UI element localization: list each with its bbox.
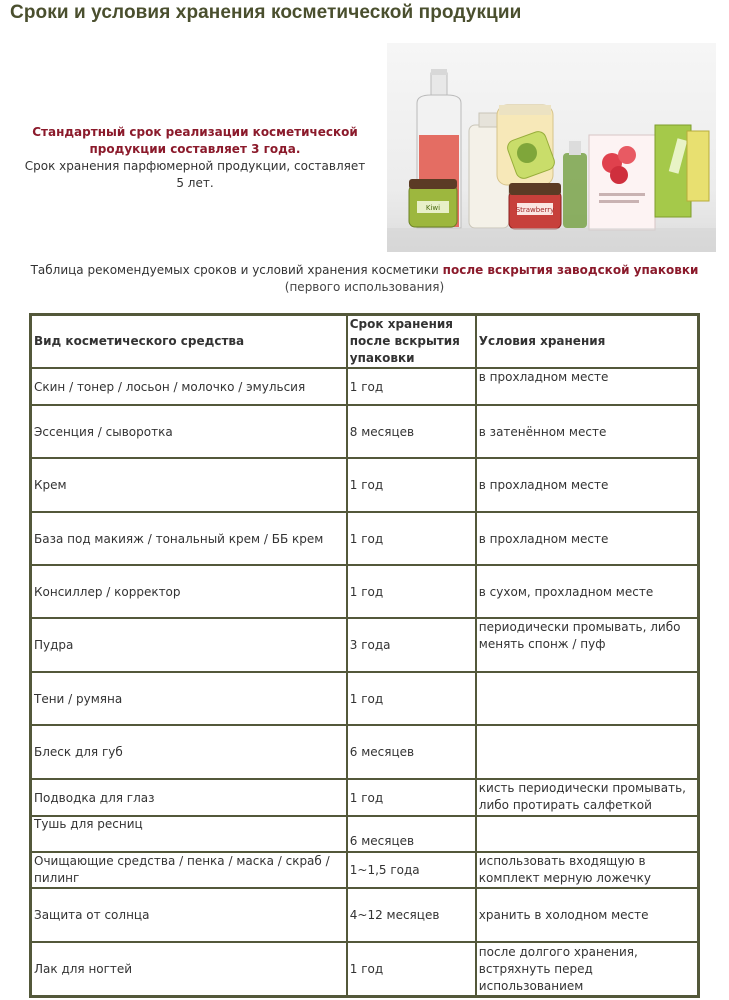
cell-term: 6 месяцев	[347, 816, 476, 852]
kiwi-jar-icon	[409, 179, 457, 227]
strawberry-jar-label: Strawberry	[515, 206, 555, 214]
strawberry-jar-icon	[509, 183, 561, 229]
table-caption	[0, 262, 729, 296]
cell-term: 1 год	[347, 942, 476, 996]
page-title: Сроки и условия хранения косметической продукции	[10, 2, 522, 23]
cell-product: Лак для ногтей	[31, 942, 347, 996]
cell-condition	[476, 672, 698, 725]
cell-term: 8 месяцев	[347, 405, 476, 458]
cell-term: 1 год	[347, 458, 476, 512]
standard-term-line-2: продукции составляет 3 года.	[89, 142, 301, 156]
cell-product: Тушь для ресниц	[31, 816, 347, 852]
table-row	[31, 672, 698, 725]
table-row	[31, 942, 698, 996]
table-row	[31, 779, 698, 816]
cell-term: 1~1,5 года	[347, 852, 476, 888]
mask-pack-green-icon	[655, 125, 709, 217]
cell-product: Крем	[31, 458, 347, 512]
cell-condition: в затенённом месте	[476, 405, 698, 458]
cell-condition: в сухом, прохладном месте	[476, 565, 698, 618]
green-bottle-icon	[563, 141, 587, 228]
cell-condition: использовать входящую в комплект мерную ложечку	[476, 852, 698, 888]
header-term: Срок хранения после вскрытия упаковки	[347, 315, 476, 368]
table-caption-line	[0, 262, 729, 279]
cell-product: Защита от солнца	[31, 888, 347, 942]
table-row	[31, 458, 698, 512]
mask-pack-icon	[589, 135, 655, 230]
cell-product: Консиллер / корректор	[31, 565, 347, 618]
cell-product: Блеск для губ	[31, 725, 347, 779]
kiwi-jar-label: Kiwi	[425, 204, 441, 212]
perfume-term-line-1: Срок хранения парфюмерной продукции, составляет	[24, 159, 366, 173]
cell-product: Эссенция / сыворотка	[31, 405, 347, 458]
cell-product: Очищающие средства / пенка / маска / скраб / пилинг	[31, 852, 347, 888]
table-row	[31, 816, 698, 852]
cell-product: Пудра	[31, 618, 347, 672]
table-row	[31, 565, 698, 618]
table-caption-note: (первого использования)	[284, 280, 445, 294]
standard-term-line-1: Стандартный срок реализации косметической	[32, 125, 358, 139]
table-row	[31, 405, 698, 458]
cell-condition: периодически промывать, либо менять спонж / пуф	[476, 618, 698, 672]
table-header-row	[31, 315, 698, 368]
cell-condition: хранить в холодном месте	[476, 888, 698, 942]
table-caption-highlight: после вскрытия заводской упаковки	[442, 263, 699, 277]
cell-condition: в прохладном месте	[476, 512, 698, 565]
storage-table	[29, 313, 700, 998]
cell-condition: в прохладном месте	[476, 368, 698, 405]
cell-condition	[476, 816, 698, 852]
cell-condition: после долгого хранения, встряхнуть перед использованием	[476, 942, 698, 996]
header-condition: Условия хранения	[476, 315, 698, 368]
table-row	[31, 512, 698, 565]
cell-term: 6 месяцев	[347, 725, 476, 779]
intro-block	[10, 124, 380, 192]
table-row	[31, 725, 698, 779]
cell-condition	[476, 725, 698, 779]
cell-term: 3 года	[347, 618, 476, 672]
header-product: Вид косметического средства	[31, 315, 347, 368]
cell-product: Подводка для глаз	[31, 779, 347, 816]
table-row	[31, 852, 698, 888]
table-row	[31, 368, 698, 405]
table-row	[31, 888, 698, 942]
cell-product: База под макияж / тональный крем / ББ крем	[31, 512, 347, 565]
cosmetics-illustration	[387, 43, 716, 252]
cell-product: Скин / тонер / лосьон / молочко / эмульсия	[31, 368, 347, 405]
perfume-term-line-2: 5 лет.	[176, 176, 214, 190]
cell-term: 1 год	[347, 565, 476, 618]
cell-term: 1 год	[347, 512, 476, 565]
table-row	[31, 618, 698, 672]
cell-term: 1 год	[347, 779, 476, 816]
cell-condition: в прохладном месте	[476, 458, 698, 512]
table-caption-text: Таблица рекомендуемых сроков и условий хранения косметики	[30, 263, 439, 277]
cell-term: 1 год	[347, 672, 476, 725]
cell-product: Тени / румяна	[31, 672, 347, 725]
cell-term: 1 год	[347, 368, 476, 405]
cell-term: 4~12 месяцев	[347, 888, 476, 942]
cell-condition: кисть периодически промывать, либо протирать салфеткой	[476, 779, 698, 816]
cosmetics-photo	[387, 43, 716, 252]
